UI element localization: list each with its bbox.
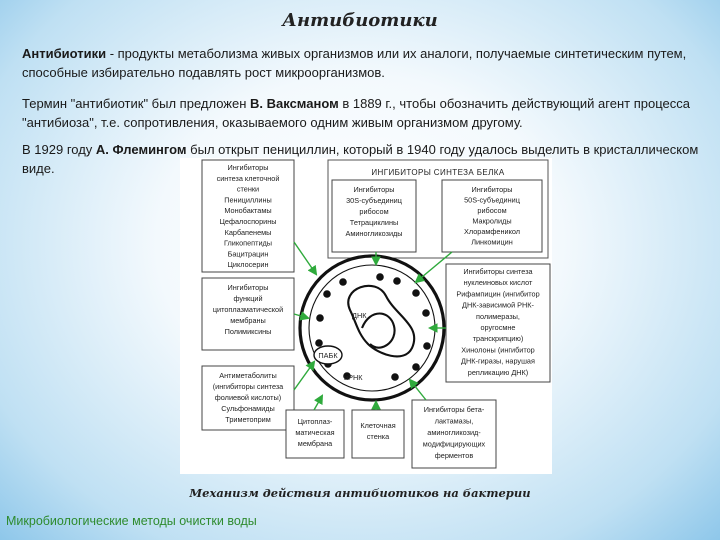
definition-paragraph: [22, 44, 702, 82]
p3-text-2: был открыт пенициллин, который в 1940 году удалось выделить в кристаллическом виде.: [22, 142, 699, 176]
inhibitors-50s-line: Ингибиторы: [471, 185, 513, 194]
p2-text-2: в 1889 г., чтобы обозначить действующий агент процесса "антибиоза", т.е. сопротивления, оказываемого одним живым организмом другому.: [22, 96, 690, 130]
cell-wall-inhibitors-line: Ингибиторы: [227, 163, 269, 172]
cytoplasmic-membrane-line: матическая: [295, 428, 335, 437]
cell-wall-inhibitors-line: синтеза клеточной: [216, 173, 280, 183]
nucleic-acid-inhibitors-line: транскрипцию): [472, 334, 524, 344]
enzyme-inhibitors-line: модифицирующих: [422, 439, 486, 449]
inhibitors-30s-line: Тетрациклины: [349, 218, 399, 227]
cell-wall-inhibitors-line: Монобактамы: [224, 206, 272, 216]
membrane-inhibitors-line: Ингибиторы: [227, 283, 269, 292]
cell-wall-inhibitors-line: Циклосерин: [227, 260, 269, 270]
definition-text: - продукты метаболизма живых организмов или их аналоги, получаемые синтетическим путем, способные избирательно подавлять рост микроорганизмов.: [22, 46, 687, 80]
nucleic-acid-inhibitors-line: Хинолоны (ингибитор: [461, 345, 535, 355]
protein-synthesis-header: ИНГИБИТОРЫ СИНТЕЗА БЕЛКА: [371, 168, 505, 177]
membrane-inhibitors-line: функций: [233, 294, 263, 303]
inhibitors-50s-line: рибосом: [477, 206, 507, 215]
cell-wall-line: стенка: [366, 432, 390, 441]
p2-text-1: Термин "антибиотик" был предложен: [22, 96, 251, 111]
antimetabolites-line: Сульфонамиды: [221, 404, 275, 413]
membrane-inhibitors-line: Полимиксины: [224, 327, 272, 336]
inhibitors-50s-line: Хлорамфеникол: [464, 227, 520, 236]
enzyme-inhibitors-line: аминогликозид-: [427, 428, 481, 437]
p2-name: В. Ваксманом: [250, 96, 339, 111]
inhibitors-50s-line: Линкомицин: [471, 237, 513, 247]
paba-label: ПАБК: [318, 351, 338, 360]
nucleic-acid-inhibitors-line: Рифампицин (ингибитор: [456, 289, 540, 299]
cell-wall-line: Клеточная: [360, 421, 396, 430]
membrane-inhibitors-line: цитоплазматической: [212, 305, 284, 314]
mrna-label: иРНК: [344, 373, 363, 382]
inhibitors-30s-line: Ингибиторы: [353, 185, 395, 194]
inhibitors-50s-line: 50S-субъединиц: [464, 195, 520, 205]
cell-wall-inhibitors-line: Пенициллины: [224, 195, 272, 205]
cell-wall-inhibitors-line: Карбапенемы: [224, 227, 272, 237]
nucleic-acid-inhibitors-line: полимеразы,: [476, 311, 520, 321]
cell-wall-inhibitors-line: Цефалоспорины: [219, 217, 277, 226]
cell-wall-inhibitors-line: Гликопептиды: [223, 238, 273, 248]
inhibitors-30s-line: Аминогликозиды: [345, 229, 403, 238]
antibiotic-mechanism-diagram: [180, 158, 552, 474]
cell-wall-inhibitors-line: Бацитрацин: [227, 249, 269, 259]
nucleic-acid-inhibitors-line: оругосмне: [480, 323, 516, 332]
term-bold: Антибиотики: [22, 46, 107, 61]
inhibitors-30s-line: рибосом: [359, 207, 389, 216]
antimetabolites-line: фолиевой кислоты): [214, 393, 282, 402]
figure-caption: Механизм действия антибиотиков на бактерии: [189, 486, 531, 500]
dna-label: ДНК: [352, 311, 367, 320]
enzyme-inhibitors-line: Ингибиторы бета-: [423, 405, 485, 414]
nucleic-acid-inhibitors-line: ДНК-гиразы, нарушая: [461, 356, 535, 366]
nucleic-acid-inhibitors-line: нуклеиновых кислот: [463, 278, 533, 288]
antimetabolites-line: Триметоприм: [225, 415, 271, 424]
footer-text: Микробиологические методы очистки воды: [6, 514, 257, 528]
enzyme-inhibitors-line: лактамазы,: [434, 416, 474, 426]
membrane-inhibitors-line: мембраны: [230, 316, 266, 325]
cytoplasmic-membrane-line: Цитоплаз-: [297, 417, 333, 426]
nucleic-acid-inhibitors-line: ДНК-зависимой РНК-: [462, 300, 534, 310]
nucleic-acid-inhibitors-line: репликацию ДНК): [467, 367, 529, 377]
cell-wall-inhibitors-line: стенки: [236, 184, 260, 194]
inhibitors-50s-line: Макролиды: [472, 216, 512, 226]
antimetabolites-line: Антиметаболиты: [219, 371, 277, 380]
cytoplasmic-membrane-line: мембрана: [297, 439, 333, 448]
enzyme-inhibitors-line: ферментов: [434, 451, 474, 460]
page-title: Антибиотики: [282, 10, 438, 31]
p3-text-1: В 1929 году: [22, 142, 96, 157]
p3-name: А. Флемингом: [95, 142, 187, 157]
inhibitors-30s-line: 30S-субъединиц: [346, 196, 402, 205]
term-origin-paragraph: [22, 94, 702, 132]
nucleic-acid-inhibitors-line: Ингибиторы синтеза: [463, 267, 533, 276]
antimetabolites-line: (ингибиторы синтеза: [212, 382, 284, 391]
